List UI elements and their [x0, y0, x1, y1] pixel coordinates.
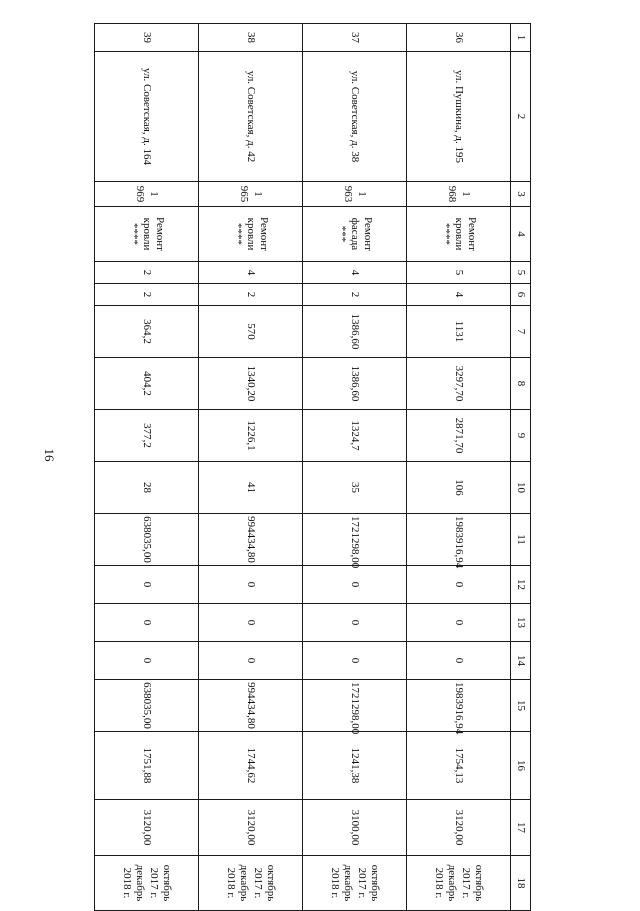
- column-number: 15: [511, 680, 531, 732]
- value-cell: 994434,80: [199, 680, 303, 732]
- period-start: октябрь 2017 г.: [251, 864, 277, 902]
- address-cell: ул. Пушкина, д. 195: [407, 52, 511, 182]
- value-cell: 1983916,94: [407, 514, 511, 566]
- value-cell: 0: [95, 566, 199, 604]
- work-type-cell: [199, 207, 303, 262]
- table-row: [303, 24, 407, 911]
- value-cell: 2: [303, 284, 407, 306]
- value-cell: 0: [303, 642, 407, 680]
- value-cell: 1226,1: [199, 410, 303, 462]
- column-number: 18: [511, 856, 531, 911]
- period-end: декабрь 2018 г.: [329, 864, 355, 902]
- work-type: Ремонт кровли: [453, 216, 479, 251]
- work-mark: ***: [335, 225, 348, 243]
- value-cell: 0: [199, 566, 303, 604]
- build-year-cell: 1 965: [199, 182, 303, 207]
- column-number: 10: [511, 462, 531, 514]
- work-mark: ****: [127, 223, 140, 245]
- value-cell: 0: [407, 566, 511, 604]
- period-cell: [407, 856, 511, 911]
- period-start: октябрь 2017 г.: [355, 864, 381, 902]
- work-type: Ремонт фасада: [349, 216, 375, 251]
- row-number: 37: [303, 24, 407, 52]
- value-cell: 3120,00: [95, 800, 199, 856]
- value-cell: 2871,70: [407, 410, 511, 462]
- column-number: 12: [511, 566, 531, 604]
- address-cell: ул. Советская, д. 164: [95, 52, 199, 182]
- value-cell: 1721298,00: [303, 680, 407, 732]
- column-number-row: [511, 24, 531, 911]
- column-number: 2: [511, 52, 531, 182]
- column-number: 3: [511, 182, 531, 207]
- value-cell: 1386,60: [303, 358, 407, 410]
- address-cell: ул. Советская, д. 38: [303, 52, 407, 182]
- work-mark: ****: [231, 223, 244, 245]
- value-cell: 0: [199, 642, 303, 680]
- value-cell: 638035,00: [95, 514, 199, 566]
- row-number: 38: [199, 24, 303, 52]
- build-year-cell: 1 969: [95, 182, 199, 207]
- address-cell: ул. Советская, д. 42: [199, 52, 303, 182]
- value-cell: 994434,80: [199, 514, 303, 566]
- column-number: 17: [511, 800, 531, 856]
- page-number: 16: [42, 448, 57, 462]
- value-cell: 0: [303, 604, 407, 642]
- value-cell: 1340,20: [199, 358, 303, 410]
- value-cell: 2: [199, 284, 303, 306]
- column-number: 7: [511, 306, 531, 358]
- value-cell: 106: [407, 462, 511, 514]
- value-cell: 3120,00: [199, 800, 303, 856]
- value-cell: 570: [199, 306, 303, 358]
- column-number: 5: [511, 262, 531, 284]
- value-cell: 0: [407, 604, 511, 642]
- value-cell: 1386,60: [303, 306, 407, 358]
- value-cell: 3297,70: [407, 358, 511, 410]
- value-cell: 28: [95, 462, 199, 514]
- value-cell: 377,2: [95, 410, 199, 462]
- period-start: октябрь 2017 г.: [147, 864, 173, 902]
- period-end: декабрь 2018 г.: [225, 864, 251, 902]
- value-cell: 404,2: [95, 358, 199, 410]
- column-number: 4: [511, 207, 531, 262]
- work-mark: ****: [439, 223, 452, 245]
- column-number: 16: [511, 732, 531, 800]
- value-cell: 2: [95, 262, 199, 284]
- column-number: 9: [511, 410, 531, 462]
- column-number: 6: [511, 284, 531, 306]
- table-row: [199, 24, 303, 911]
- period-start: октябрь 2017 г.: [459, 864, 485, 902]
- period-cell: [199, 856, 303, 911]
- row-number: 36: [407, 24, 511, 52]
- value-cell: 4: [199, 262, 303, 284]
- value-cell: 1744,62: [199, 732, 303, 800]
- value-cell: 1131: [407, 306, 511, 358]
- work-type: Ремонт кровли: [245, 216, 271, 251]
- work-type-cell: [303, 207, 407, 262]
- value-cell: 638035,00: [95, 680, 199, 732]
- column-number: 13: [511, 604, 531, 642]
- value-cell: 35: [303, 462, 407, 514]
- work-type-cell: [95, 207, 199, 262]
- period-end: декабрь 2018 г.: [433, 864, 459, 902]
- value-cell: 3120,00: [407, 800, 511, 856]
- value-cell: 1241,38: [303, 732, 407, 800]
- repair-program-table: [94, 23, 531, 911]
- table-row: [407, 24, 511, 911]
- column-number: 1: [511, 24, 531, 52]
- value-cell: 0: [303, 566, 407, 604]
- value-cell: 4: [303, 262, 407, 284]
- value-cell: 3100,00: [303, 800, 407, 856]
- value-cell: 1751,88: [95, 732, 199, 800]
- value-cell: 0: [95, 642, 199, 680]
- build-year-cell: 1 963: [303, 182, 407, 207]
- table-viewport: [94, 23, 531, 902]
- work-type: Ремонт кровли: [141, 216, 167, 251]
- period-end: декабрь 2018 г.: [121, 864, 147, 902]
- period-cell: [95, 856, 199, 911]
- table-row: [95, 24, 199, 911]
- value-cell: 1324,7: [303, 410, 407, 462]
- value-cell: 41: [199, 462, 303, 514]
- value-cell: 2: [95, 284, 199, 306]
- value-cell: 5: [407, 262, 511, 284]
- value-cell: 4: [407, 284, 511, 306]
- value-cell: 0: [199, 604, 303, 642]
- row-number: 39: [95, 24, 199, 52]
- value-cell: 1721298,00: [303, 514, 407, 566]
- build-year-cell: 1 968: [407, 182, 511, 207]
- work-type-cell: [407, 207, 511, 262]
- value-cell: 364,2: [95, 306, 199, 358]
- value-cell: 0: [407, 642, 511, 680]
- value-cell: 1754,13: [407, 732, 511, 800]
- column-number: 14: [511, 642, 531, 680]
- value-cell: 0: [95, 604, 199, 642]
- value-cell: 1983916,94: [407, 680, 511, 732]
- period-cell: [303, 856, 407, 911]
- column-number: 8: [511, 358, 531, 410]
- column-number: 11: [511, 514, 531, 566]
